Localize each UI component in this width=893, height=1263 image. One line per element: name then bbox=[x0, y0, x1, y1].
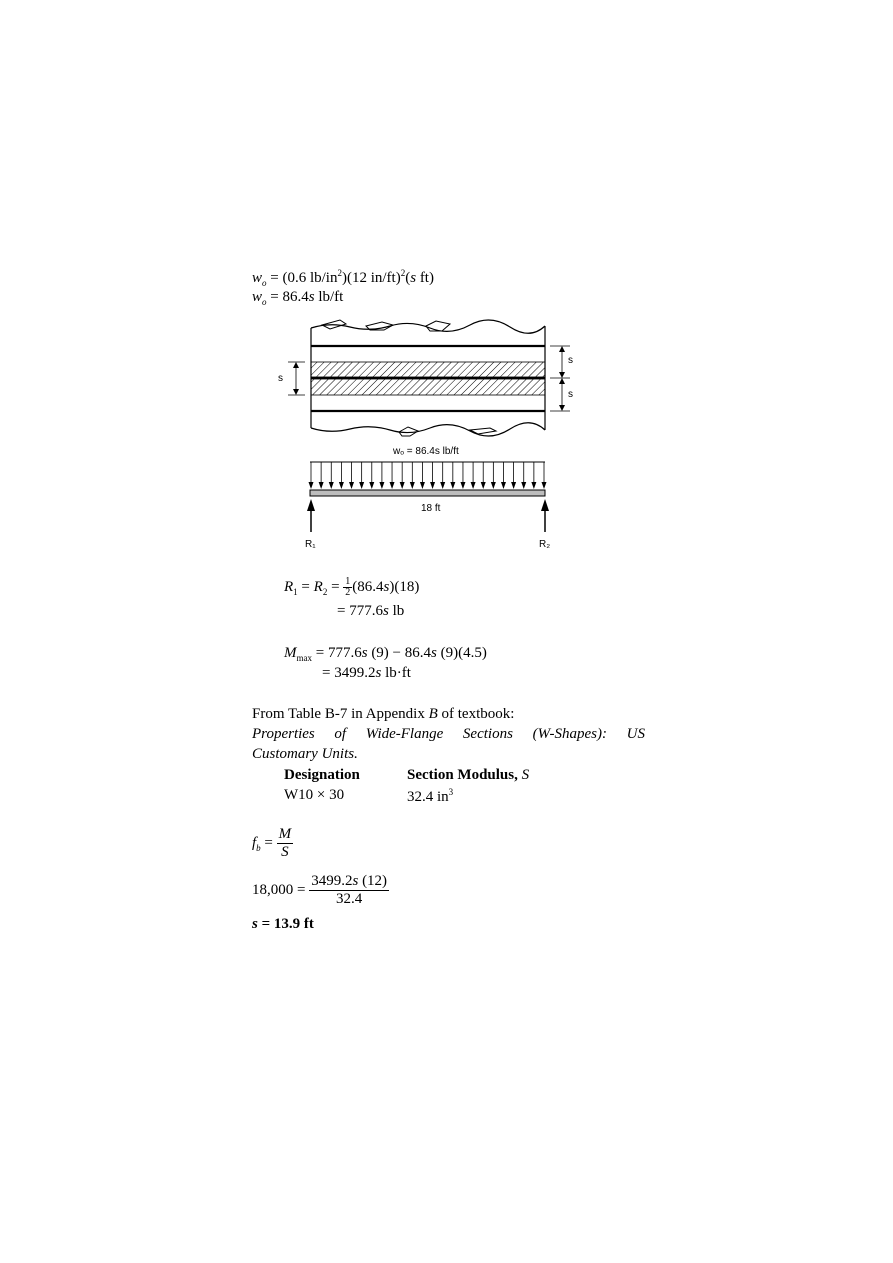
section-modulus-value: 32.4 $in^3$ bbox=[407, 787, 454, 805]
load-equation-2: $w_o = 86.4s$ lb/ft bbox=[252, 289, 344, 307]
stress-equation: $f_b$ = $\frac{M}{S}$ bbox=[252, 826, 292, 860]
spacing-label-right-bottom: s bbox=[568, 389, 573, 400]
load-arrow-head bbox=[410, 482, 415, 489]
section-modulus-header: Section Modulus, S bbox=[407, 767, 530, 783]
load-arrow-head bbox=[481, 482, 486, 489]
tributary-strip-top bbox=[311, 362, 545, 377]
distributed-load-arrows bbox=[309, 462, 547, 489]
top-break-line bbox=[311, 320, 545, 333]
load-arrow-head bbox=[511, 482, 516, 489]
reactions-equation: $R_1 = R_2$ = $\frac{1}{2}$ (86.4s)(18) bbox=[284, 576, 420, 598]
debris-shape bbox=[426, 321, 450, 331]
moment-result: = 3499.2s lb·ft bbox=[322, 665, 411, 681]
tributary-strip-bottom bbox=[311, 379, 545, 395]
load-arrow-head bbox=[339, 482, 344, 489]
load-arrow-head bbox=[369, 482, 374, 489]
load-arrow-head bbox=[359, 482, 364, 489]
stress-fraction: $\frac{M}{S}$ bbox=[278, 826, 292, 860]
result: s = 13.9 ft bbox=[252, 916, 314, 932]
load-arrow-head bbox=[460, 482, 465, 489]
reaction-label-right: R₂ bbox=[539, 539, 551, 550]
load-arrow-head bbox=[450, 482, 455, 489]
span-label: 18 ft bbox=[421, 503, 441, 514]
load-arrow-head bbox=[440, 482, 445, 489]
load-arrow-head bbox=[349, 482, 354, 489]
load-arrow-head bbox=[542, 482, 547, 489]
table-reference-line1: From Table B-7 in Appendix B of textbook: bbox=[252, 706, 515, 722]
load-equation-1: $w_o = (0.6$ $lb/in^2)(12$ in/ft)$^2$(s ft) bbox=[252, 268, 434, 288]
load-arrow-head bbox=[491, 482, 496, 489]
reaction-label-left: R₁ bbox=[305, 539, 316, 550]
load-arrow-head bbox=[319, 482, 324, 489]
solve-equation: 18,000 = $\frac{3499.2s (12)}{32.4}$ bbox=[252, 873, 388, 907]
load-arrow-head bbox=[521, 482, 526, 489]
load-arrow-head bbox=[420, 482, 425, 489]
load-arrow-head bbox=[309, 482, 314, 489]
table-reference-line3: Customary Units. bbox=[252, 746, 358, 762]
solve-fraction: $\frac{3499.2s (12)}{32.4}$ bbox=[311, 873, 388, 907]
load-label: wₒ = 86.4s lb/ft bbox=[393, 446, 459, 457]
load-arrow-head bbox=[329, 482, 334, 489]
reactions-result: = 777.6s lb bbox=[337, 603, 405, 619]
load-arrow-head bbox=[400, 482, 405, 489]
beam bbox=[310, 490, 545, 496]
load-arrow-head bbox=[379, 482, 384, 489]
half-fraction: $\frac{1}{2}$ bbox=[345, 576, 351, 598]
spacing-label-right-top: s bbox=[568, 355, 573, 366]
table-reference-line2: Properties of Wide-Flange Sections (W-Shapes): US bbox=[252, 726, 645, 742]
load-arrow-head bbox=[501, 482, 506, 489]
load-arrow-head bbox=[430, 482, 435, 489]
load-arrow-head bbox=[390, 482, 395, 489]
moment-equation: $M_{max} = 777.6s$ (9) − 86.4s (9)(4.5) bbox=[284, 645, 487, 663]
load-arrow-head bbox=[531, 482, 536, 489]
bottom-break-line bbox=[311, 423, 545, 436]
spacing-label-left: s bbox=[278, 373, 283, 384]
load-arrow-head bbox=[471, 482, 476, 489]
designation-header: Designation bbox=[284, 767, 360, 783]
designation-value: W10 × 30 bbox=[284, 787, 345, 803]
